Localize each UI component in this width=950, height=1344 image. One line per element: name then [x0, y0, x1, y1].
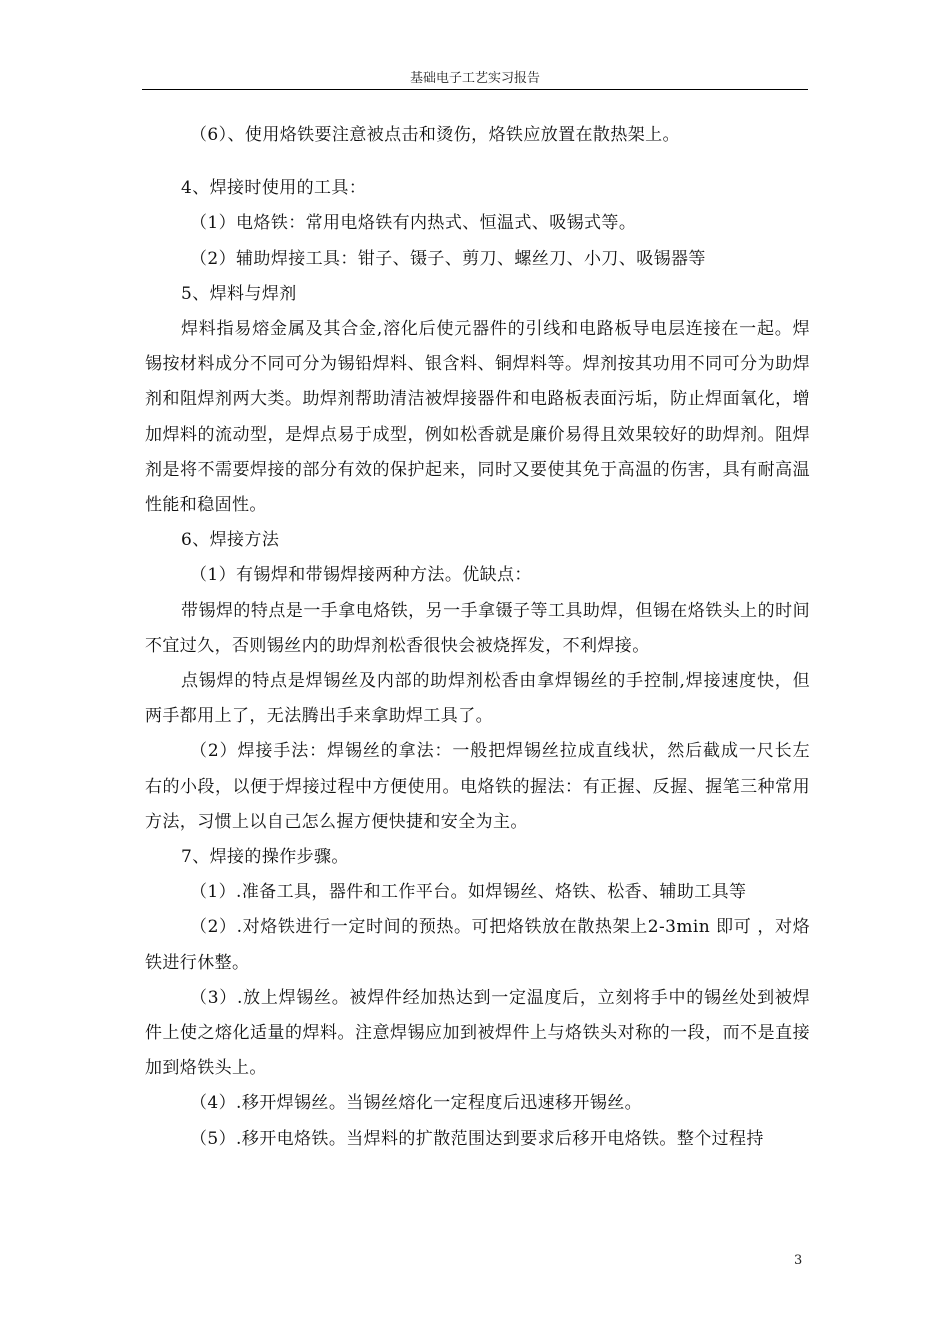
paragraph-solder-flux: 焊料指易熔金属及其合金,溶化后使元器件的引线和电路板导电层连接在一起。焊锡按材料成分不同可分为锡铅焊料、银含料、铜焊料等。焊剂按其功用不同可分为助焊剂和阻焊剂两大类。助焊剂帮助清洁被焊接器件和电路板表面污垢，防止焊面氧化，增加焊料的流动型，是焊点易于成型，例如松香就是廉价易得且效果较好的助焊剂。阻焊剂是将不需要焊接的部分有效的保护起来，同时又要使其免于高温的伤害，具有耐高温性能和稳固性。 [145, 319, 810, 516]
page-number: 3 [794, 1253, 803, 1268]
paragraph-step-3: （3）.放上焊锡丝。被焊件经加热达到一定温度后，立刻将手中的锡丝处到被焊件上使之熔化适量的焊料。注意焊锡应加到被焊件上与烙铁头对称的一段，而不是直接加到烙铁头上。 [145, 987, 810, 1079]
paragraph-welding-technique: （2）焊接手法：焊锡丝的拿法：一般把焊锡丝拉成直线状，然后截成一尺长左右的小段，以便于焊接过程中方便使用。电烙铁的握法：有正握、反握、握笔三种常用方法，习惯上以自己怎么握方便快捷和安全为主。 [145, 741, 810, 832]
paragraph-spot-tin-welding: 点锡焊的特点是焊锡丝及内部的助焊剂松香由拿焊锡丝的手控制,焊接速度快，但两手都用上了，无法腾出手来拿助焊工具了。 [145, 671, 810, 727]
section-heading-tools: 4、焊接时使用的工具： [181, 178, 367, 199]
paragraph-item-6-precautions: （6）、使用烙铁要注意被点击和烫伤，烙铁应放置在散热架上。 [190, 125, 680, 145]
running-header: 基础电子工艺实习报告 [409, 71, 540, 86]
paragraph-step-5: （5）.移开电烙铁。当焊料的扩散范围达到要求后移开电烙铁。整个过程持 [190, 1128, 764, 1149]
section-gap [145, 153, 810, 171]
section-heading-methods: 6、焊接方法 [181, 530, 280, 551]
paragraph-step-4: （4）.移开焊锡丝。当锡丝熔化一定程度后迅速移开锡丝。 [190, 1093, 643, 1114]
paragraph-tin-carry-welding: 带锡焊的特点是一手拿电烙铁，另一手拿镊子等工具助焊，但锡在烙铁头上的时间不宜过久，否则锡丝内的助焊剂松香很快会被烧挥发，不利焊接。 [145, 600, 810, 656]
paragraph-methods-intro: （1）有锡焊和带锡焊接两种方法。优缺点： [190, 565, 532, 586]
paragraph-tool-auxiliary: （2）辅助焊接工具：钳子、镊子、剪刀、螺丝刀、小刀、吸锡器等 [190, 248, 706, 269]
paragraph-tool-iron: （1）电烙铁：常用电烙铁有内热式、恒温式、吸锡式等。 [190, 213, 637, 234]
paragraph-step-2: （2）.对烙铁进行一定时间的预热。可把烙铁放在散热架上2-3min 即可 ，对烙铁进行休整。 [145, 917, 810, 973]
header-rule [142, 89, 808, 90]
body-text [145, 118, 810, 1157]
section-heading-solder-flux: 5、焊料与焊剂 [181, 283, 297, 304]
paragraph-step-1: （1）.准备工具，器件和工作平台。如焊锡丝、烙铁、松香、辅助工具等 [190, 882, 747, 903]
section-heading-steps: 7、焊接的操作步骤。 [181, 847, 349, 868]
